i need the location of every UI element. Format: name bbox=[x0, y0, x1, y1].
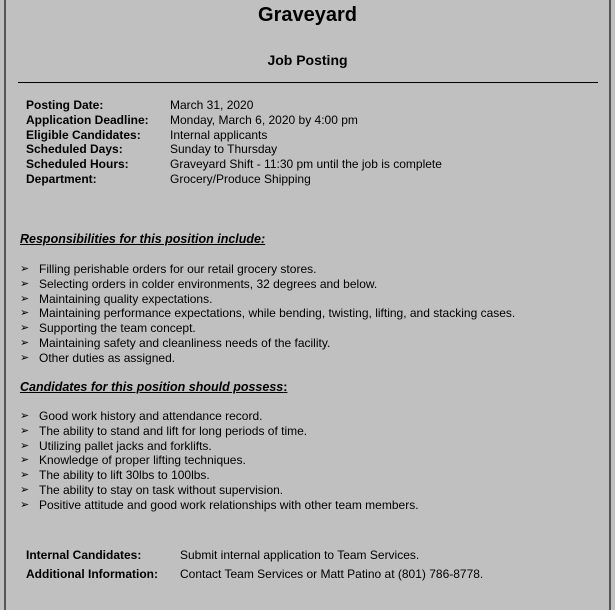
detail-label: Eligible Candidates: bbox=[26, 127, 141, 142]
list-item bbox=[20, 351, 515, 366]
list-item bbox=[20, 292, 515, 307]
detail-label: Posting Date: bbox=[26, 98, 104, 112]
detail-row bbox=[26, 172, 442, 187]
detail-row bbox=[26, 142, 442, 157]
list-item bbox=[20, 468, 419, 483]
list-item-text: Supporting the team concept. bbox=[39, 321, 196, 336]
detail-label: Department: bbox=[26, 171, 97, 186]
arrowhead-bullet-icon: ➢ bbox=[20, 439, 30, 452]
posting-details bbox=[26, 98, 442, 187]
qualifications-heading-text: Candidates for this position should possess bbox=[20, 380, 284, 394]
list-item-text: Maintaining performance expectations, while bending, twisting, lifting, and stacking cases. bbox=[39, 306, 516, 321]
list-item bbox=[20, 409, 419, 424]
detail-label: Application Deadline: bbox=[26, 112, 149, 127]
detail-value: March 31, 2020 bbox=[170, 98, 254, 112]
list-item bbox=[20, 424, 419, 439]
arrowhead-bullet-icon: ➢ bbox=[20, 277, 30, 290]
arrowhead-bullet-icon: ➢ bbox=[20, 263, 30, 275]
arrowhead-bullet-icon: ➢ bbox=[20, 307, 30, 320]
list-item-text: Other duties as assigned. bbox=[39, 350, 176, 365]
detail-row bbox=[26, 98, 442, 113]
contact-value: Submit internal application to Team Services. bbox=[180, 548, 420, 562]
detail-row bbox=[26, 157, 442, 172]
arrowhead-bullet-icon: ➢ bbox=[20, 498, 30, 511]
divider-line bbox=[18, 82, 598, 83]
arrowhead-bullet-icon: ➢ bbox=[20, 322, 30, 335]
list-item-text: Selecting orders in colder environments, 32 degrees and below. bbox=[39, 276, 378, 291]
arrowhead-bullet-icon: ➢ bbox=[20, 336, 30, 349]
list-item-text: The ability to stand and lift for long periods of time. bbox=[39, 423, 308, 438]
arrowhead-bullet-icon: ➢ bbox=[20, 469, 30, 482]
arrowhead-bullet-icon: ➢ bbox=[20, 351, 30, 364]
qualifications-heading-colon: : bbox=[283, 380, 288, 394]
arrowhead-bullet-icon: ➢ bbox=[20, 410, 30, 422]
list-item bbox=[20, 483, 419, 498]
responsibilities-heading-text: Responsibilities for this position include: bbox=[20, 232, 266, 246]
contact-label: Internal Candidates: bbox=[26, 548, 142, 562]
list-item-text: Filling perishable orders for our retail grocery stores. bbox=[39, 262, 317, 276]
list-item bbox=[20, 439, 419, 454]
contact-label: Additional Information: bbox=[26, 567, 158, 581]
page-subtitle: Job Posting bbox=[267, 52, 348, 68]
list-item bbox=[20, 498, 419, 513]
contact-row bbox=[26, 546, 483, 565]
list-item-text: Good work history and attendance record. bbox=[39, 409, 263, 423]
list-item-text: The ability to lift 30lbs to 100lbs. bbox=[39, 468, 210, 483]
detail-label: Scheduled Hours: bbox=[26, 157, 129, 172]
responsibilities-heading bbox=[20, 232, 265, 246]
detail-value: Graveyard Shift - 11:30 pm until the job is complete bbox=[170, 157, 442, 172]
contact-info bbox=[26, 546, 483, 584]
qualifications-list bbox=[20, 409, 419, 513]
arrowhead-bullet-icon: ➢ bbox=[20, 454, 30, 467]
list-item-text: The ability to stay on task without supervision. bbox=[39, 482, 284, 497]
list-item bbox=[20, 262, 515, 277]
contact-row bbox=[26, 565, 483, 584]
list-item-text: Utilizing pallet jacks and forklifts. bbox=[39, 438, 212, 453]
arrowhead-bullet-icon: ➢ bbox=[20, 424, 30, 437]
detail-value: Monday, March 6, 2020 by 4:00 pm bbox=[170, 112, 358, 127]
detail-value: Grocery/Produce Shipping bbox=[170, 171, 311, 186]
list-item-text: Knowledge of proper lifting techniques. bbox=[39, 453, 246, 468]
list-item bbox=[20, 306, 515, 321]
responsibilities-list bbox=[20, 262, 515, 366]
list-item bbox=[20, 277, 515, 292]
detail-value: Internal applicants bbox=[170, 127, 268, 142]
qualifications-heading bbox=[20, 380, 287, 394]
detail-value: Sunday to Thursday bbox=[170, 142, 278, 157]
list-item bbox=[20, 321, 515, 336]
detail-row bbox=[26, 113, 442, 128]
detail-row bbox=[26, 128, 442, 143]
list-item-text: Maintaining quality expectations. bbox=[39, 291, 213, 306]
list-item-text: Maintaining safety and cleanliness needs of the facility. bbox=[39, 335, 331, 350]
contact-value: Contact Team Services or Matt Patino at (801) 786-8778. bbox=[180, 567, 484, 581]
page-title: Graveyard bbox=[258, 4, 357, 26]
list-item bbox=[20, 336, 515, 351]
list-item bbox=[20, 453, 419, 468]
list-item-text: Positive attitude and good work relationships with other team members. bbox=[39, 497, 419, 512]
arrowhead-bullet-icon: ➢ bbox=[20, 292, 30, 305]
arrowhead-bullet-icon: ➢ bbox=[20, 483, 30, 496]
detail-label: Scheduled Days: bbox=[26, 142, 123, 157]
document-page bbox=[4, 0, 611, 610]
